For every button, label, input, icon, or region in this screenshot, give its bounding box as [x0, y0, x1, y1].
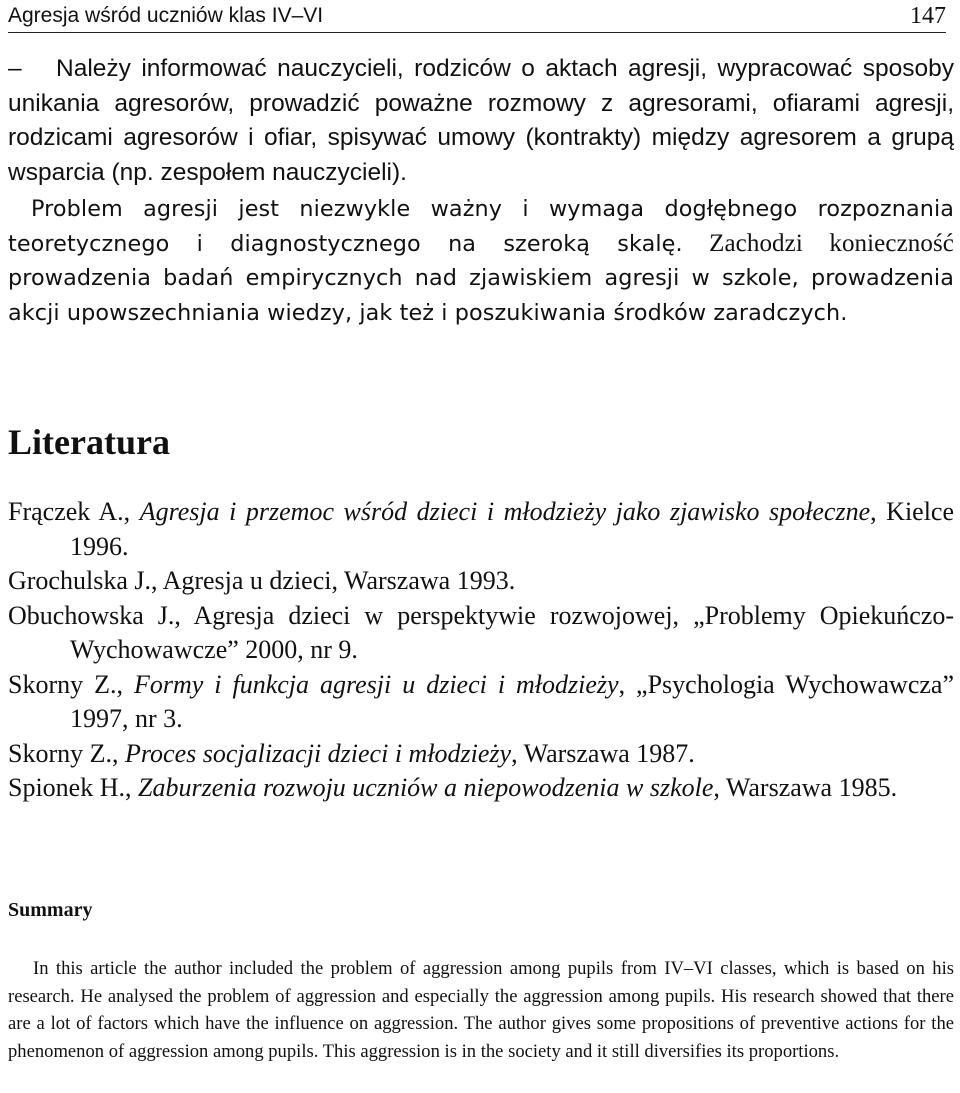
literature-heading: Literatura [8, 422, 170, 462]
reference-details: Agresja u dzieci, Warszawa 1993. [162, 566, 516, 595]
reference-entry: Obuchowska J., Agresja dzieci w perspektywie rozwojowej, „Problemy Opiekuńczo-Wychowawcze” 2000, nr 9. [8, 600, 954, 664]
reference-author: Grochulska J. [8, 566, 151, 595]
bullet-item [8, 52, 954, 190]
reference-entry: Skorny Z., Proces socjalizacji dzieci i młodzieży, Warszawa 1987. [8, 738, 695, 768]
conclusion-part3: prowadzenia badań empirycznych nad zjawiskiem agresji w szkole, prowadzenia akcji upowszechniania wiedzy, jak też i poszukiwania środków zaradczych. [8, 265, 954, 326]
reference-entry: Grochulska J., Agresja u dzieci, Warszawa 1993. [8, 566, 516, 595]
reference-title: Formy i funkcja agresji u dzieci i młodzieży [133, 669, 619, 699]
running-title: Agresja wśród uczniów klas IV–VI [8, 4, 324, 27]
conclusion-paragraph [8, 192, 954, 330]
conclusion-part1: Problem agresji jest niezwykle ważny i wymaga dogłębnego rozpoznania teoretycznego i diagnostycznego na szeroką skalę. [8, 196, 954, 257]
reference-author: Skorny Z. [8, 669, 117, 699]
reference-title: Zaburzenia rozwoju uczniów a niepowodzenia w szkole [138, 773, 714, 802]
reference-title: Proces socjalizacji dzieci i młodzieży [125, 738, 512, 768]
reference-details: , Warszawa 1985. [713, 773, 898, 802]
running-header [8, 0, 946, 33]
reference-author: Spionek H. [8, 773, 125, 802]
summary-text: In this article the author included the problem of aggression among pupils from IV–VI classes, which is based on his research. He analysed the problem of aggression and especially the aggression among pupils. His research showed that there are a lot of factors which have the influence on aggression. The author gives some propositions of preventive actions for the phenomenon of aggression among pupils. This aggression is in the society and it still diversifies its proportions. [8, 958, 954, 1062]
reference-author: Frączek A. [8, 497, 124, 526]
reference-author: Skorny Z. [8, 738, 112, 768]
reference-title: Agresja i przemoc wśród dzieci i młodzieży jako zjawisko społeczne [139, 497, 871, 526]
page-number: 147 [910, 3, 946, 29]
reference-details: , Kielce 1996. [70, 497, 955, 561]
reference-details: , „Psychologia Wychowawcza” 1997, nr 3. [70, 669, 954, 733]
conclusion-part2: Zachodzi konieczność [682, 229, 954, 257]
reference-entry: Skorny Z., Formy i funkcja agresji u dzieci i młodzieży, „Psychologia Wychowawcza” 1997, nr 3. [8, 669, 954, 733]
reference-entry: Frączek A., Agresja i przemoc wśród dzieci i młodzieży jako zjawisko społeczne, Kielce 1996. [8, 497, 955, 561]
reference-details: , Warszawa 1987. [511, 738, 695, 768]
reference-list [8, 495, 954, 806]
reference-entry: Spionek H., Zaburzenia rozwoju uczniów a niepowodzenia w szkole, Warszawa 1985. [8, 773, 898, 802]
bullet-text: Należy informować nauczycieli, rodziców o aktach agresji, wypracować sposoby unikania agresorów, prowadzić poważne rozmowy z agresorami, ofiarami agresji, rodzicami agresorów i ofiar, spisywać umowy (kontrakty) między agresorem a grupą wsparcia (np. zespołem nauczycieli). [8, 55, 954, 186]
reference-details: Agresja dzieci w perspektywie rozwojowej, „Problemy Opiekuńczo-Wychowawcze” 2000, nr 9. [70, 600, 954, 664]
summary-paragraph [8, 955, 954, 1065]
bullet-dash: – [8, 55, 22, 82]
summary-heading: Summary [8, 899, 93, 921]
bullet-paragraph [8, 52, 954, 190]
reference-author: Obuchowska J. [8, 600, 175, 630]
